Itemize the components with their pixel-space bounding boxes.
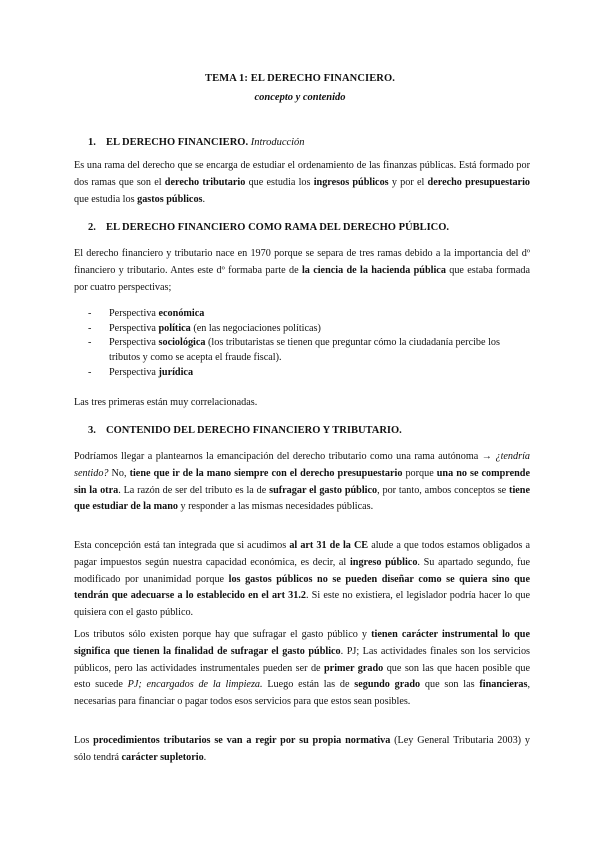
list-item: - Perspectiva sociológica (los tributaristas se tienen que preguntar cómo la ciudadanía percibe los tributos y como se acepta el fraude fiscal). bbox=[88, 337, 500, 364]
section-number: 3. bbox=[88, 425, 96, 436]
list-item: - Perspectiva política (en las negociaciones políticas) bbox=[88, 322, 321, 334]
section-number: 2. bbox=[88, 222, 96, 233]
paragraph-instrumental: Los tributos sólo existen porque hay que sufragar el gasto público y tienen carácter instrumental lo que significa que tienen la finalidad de sufragar el gasto público. PJ; Las actividades finales son los servicios públicos, pero las actividades instrumentales pueden ser de primer grado que son las que hacen posible que esto sucede PJ; encargados de la limpieza. Luego están las de segundo grado que son las financieras, necesarias para financiar o pagar todos esos servicios para que estos sean posibles. bbox=[74, 629, 531, 708]
document-title: TEMA 1: EL DERECHO FINANCIERO. bbox=[205, 73, 395, 84]
paragraph-correlation: Las tres primeras están muy correlacionadas. bbox=[74, 397, 258, 408]
list-item: - Perspectiva económica bbox=[88, 308, 205, 319]
paragraph-constitution: Esta concepción está tan integrada que si acudimos al art 31 de la CE alude a que todos estamos obligados a pagar impuestos según nuestra capacidad económica, es decir, al ingreso público. Su apartado segundo, fue modificado por unanimidad porque los gastos públicos no se pueden diseñar como se quiera sino que tendrán que adecuarse a lo establecido en el art 31.2. Si este no existiera, el legislador podría hacer lo que quisiera con el gasto público. bbox=[74, 540, 531, 619]
paragraph-origin: El derecho financiero y tributario nace en 1970 porque se separa de tres ramas debido a la importancia del dº financiero y tributario. Antes este dº formaba parte de la ciencia de la hacienda pública que estaba formada por cuatro perspectivas; bbox=[74, 248, 530, 293]
paragraph-procedures: Los procedimientos tributarios se van a regir por su propia normativa (Ley General Tributaria 2003) y sólo tendrá carácter supletorio. bbox=[74, 735, 530, 763]
list-item: - Perspectiva jurídica bbox=[88, 366, 194, 378]
section-number: 1. bbox=[88, 137, 96, 148]
document-subtitle: concepto y contenido bbox=[254, 92, 346, 103]
section-title: EL DERECHO FINANCIERO COMO RAMA DEL DERECHO PÚBLICO. bbox=[106, 222, 450, 233]
section-title: CONTENIDO DEL DERECHO FINANCIERO Y TRIBUTARIO. bbox=[106, 425, 402, 436]
section-title: EL DERECHO FINANCIERO. Introducción bbox=[106, 137, 305, 148]
perspectives-list bbox=[88, 307, 530, 381]
paragraph-emancipation: Podríamos llegar a plantearnos la emancipación del derecho tributario como una rama autónoma → ¿tendría sentido? No, tiene que ir de la mano siempre con el derecho presupuestario porque una no se comprende sin la otra. La razón de ser del tributo es la de sufragar el gasto público, por tanto, ambos conceptos se tiene que estudiar de la mano y responder a las mismas necesidades públicas. bbox=[74, 451, 530, 513]
section-title-italic: Introducción bbox=[250, 137, 305, 148]
paragraph-definition: Es una rama del derecho que se encarga de estudiar el ordenamiento de las finanzas públicas. Está formado por dos ramas que son el derecho tributario que estudia los ingresos públicos y por el derecho presupuestario que estudia los gastos públicos. bbox=[74, 160, 530, 205]
